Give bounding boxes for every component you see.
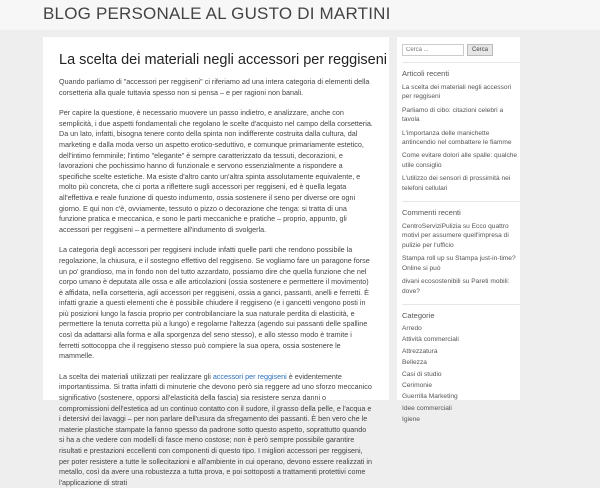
category-link[interactable]: Attività commerciali [402,336,459,344]
recent-posts-list [402,83,520,197]
recent-post-link[interactable]: La scelta dei materiali negli accessori per reggiseni [402,84,512,101]
article-paragraph: Quando parliamo di "accessori per reggiseni" ci riferiamo ad una intera categoria di elementi della corsetteria alla quale tuttavia spesso non si pensa – e per ragioni non banali. [59,77,370,97]
recent-posts-title: Articoli recenti [402,62,520,83]
category-link[interactable]: Bellezza [402,359,427,367]
recent-post-link[interactable]: Come evitare dolori alle spalle: qualche utile consiglio [402,152,518,169]
accessori-link[interactable]: accessori per reggiseni [212,371,287,381]
category-link[interactable]: Casi di studio [402,370,442,378]
category-link[interactable]: Arredo [402,324,422,332]
recent-post-link[interactable]: L'importanza delle manichette antincendio nel combattere le fiamme [402,129,512,147]
article-paragraph: La categoria degli accessori per reggiseni include infatti quelle parti che rendono possibile la regolazione, la chiusura, e il sostegno effettivo del reggiseno. Se vogliamo fare un paragone forse un po' grandioso, ma in fondo non del tutto azzardato, possiamo dire che quella funzione che nel corpo umano è deputata alle ossa e alle articolazioni (ossia sostenere e permettere il movimento) è affidata, nella corsetteria, agli accessori per reggiseni, ossia a ganci, passanti, anelli e ferretti. È infatti grazie a questi elementi che è possibile chiudere il reggiseno (e i gancetti vengono posti in più posizioni lungo la fascia proprio per controbilanciare la sua naturale perdita di elasticità, e permettere la tenuta corretta più a lungo) e regolarne l'altezza (agendo sui passanti delle spalline così da adattarsi alla forma e alla sporgenza del seno stesso), e allo stesso modo è tramite i ferretti sottocoppa che il reggiseno stesso può compiere la sua opera, ossia sostenere le mammelle. [59,245,370,361]
article-paragraph: Per capire la questione, è necessario muovere un passo indietro, e analizzare, anche con semplicità, i due aspetti fondamentali che regolano le scelte d'acquisto nel campo della corsetteria. Da un lato, infatti, bisogna tenere conto della spinta non indifferente costruita dalla cultura, dal marketing e dalla moda verso un aspetto erotico-seduttivo, e comunque primariamente estetico, dell'intimo femminile; l'intimo "elegante" è sempre caratterizzato da tessuti, decorazioni, e lavorazioni che pochissimo hanno di funzionale e servono essenzialmente a rispondere a specifiche scelte estetiche. Ma esiste d'altro canto un'altra spinta assolutamente equivalente, e molto più concreta, che ci porta a riflettere sugli accessori per reggiseni, ed è quella legata all'effettiva e reale funzione di questo indumento, ossia sostenere il seno per diverse ore ogni giorno. E qui non c'è, ovviamente, tessuto o pizzo o decorazione che tenga: si tratta di una funzione pratica e meccanica, e sono le parti meccaniche e pratiche – proprio, appunto, gli accessori per reggiseni – a permettere all'indumento di svolgerla. [59,108,373,234]
paragraph-text: è evidentemente importantissima. Si tratta infatti di minuterie che devono però sia reggere ad uno sforzo meccanico significativo (sostenere, opporsi all'elasticità della fascia) sia resistere senza danni o compromissioni dell'estetica ad un continuo contatto con il sudore, il grasso della pelle, e l'acqua e i detersivi dei lavaggi – per non parlare dell'usura da sfregamento dei passanti. È ben vero che le materie plastiche stampate la fanno spesso da padrone sotto questo aspetto, soprattutto quando si ha a che vedere con modelli di fasce meno costose; non è però sempre possibile garantire risultati e prestazioni eccellenti con componenti di questo tipo. I migliori accessori per reggiseni, per poter resistere a tutte le sollecitazioni e all'ambiente in cui operano, devono essere realizzati in metallo, così da avere una robustezza a tutta prova, e poi sottoposti a trattamenti protettivi come l'applicazione di strati [59,371,373,487]
recent-comment-link[interactable]: CentroServiziPulizia su Ecco quattro motivi per assumere quell'impresa di pulizie per l'ufficio [402,223,509,249]
recent-comment-link[interactable]: Stampa roll up su Stampa just-in-time? Online si può [402,255,516,272]
categories-list [402,325,520,428]
category-link[interactable]: Igiene [402,416,420,424]
recent-post-link[interactable]: L'utilizzo dei sensori di prossimità nei telefoni cellulari [402,175,511,192]
article-paragraph [59,372,373,488]
category-link[interactable]: Guerrilla Marketing [402,393,458,401]
category-link[interactable]: Idee commerciali [402,404,452,412]
recent-post-link[interactable]: Parliamo di cibo: citazioni celebri a tavola [402,106,504,124]
article-body [59,77,373,488]
category-link[interactable]: Attrezzatura [402,347,438,355]
category-link[interactable]: Cerimonie [402,381,433,389]
search-input[interactable] [402,44,464,56]
sidebar [397,37,520,424]
recent-comment-link[interactable]: divani ecosostenibili su Pareti mobili: dove? [402,278,510,295]
paragraph-text: La scelta dei materiali utilizzati per realizzare gli [59,371,213,381]
recent-comments-title: Commenti recenti [402,201,520,222]
site-title[interactable]: BLOG PERSONALE AL GUSTO DI MARTINI [43,4,391,23]
categories-title: Categorie [402,304,520,325]
recent-comments-list [402,222,520,300]
search-form [402,44,520,56]
article-content [43,37,389,487]
search-button[interactable]: Cerca [467,44,493,56]
article-title: La scelta dei materiali negli accessori per reggiseni [59,52,388,68]
site-header [0,0,600,30]
